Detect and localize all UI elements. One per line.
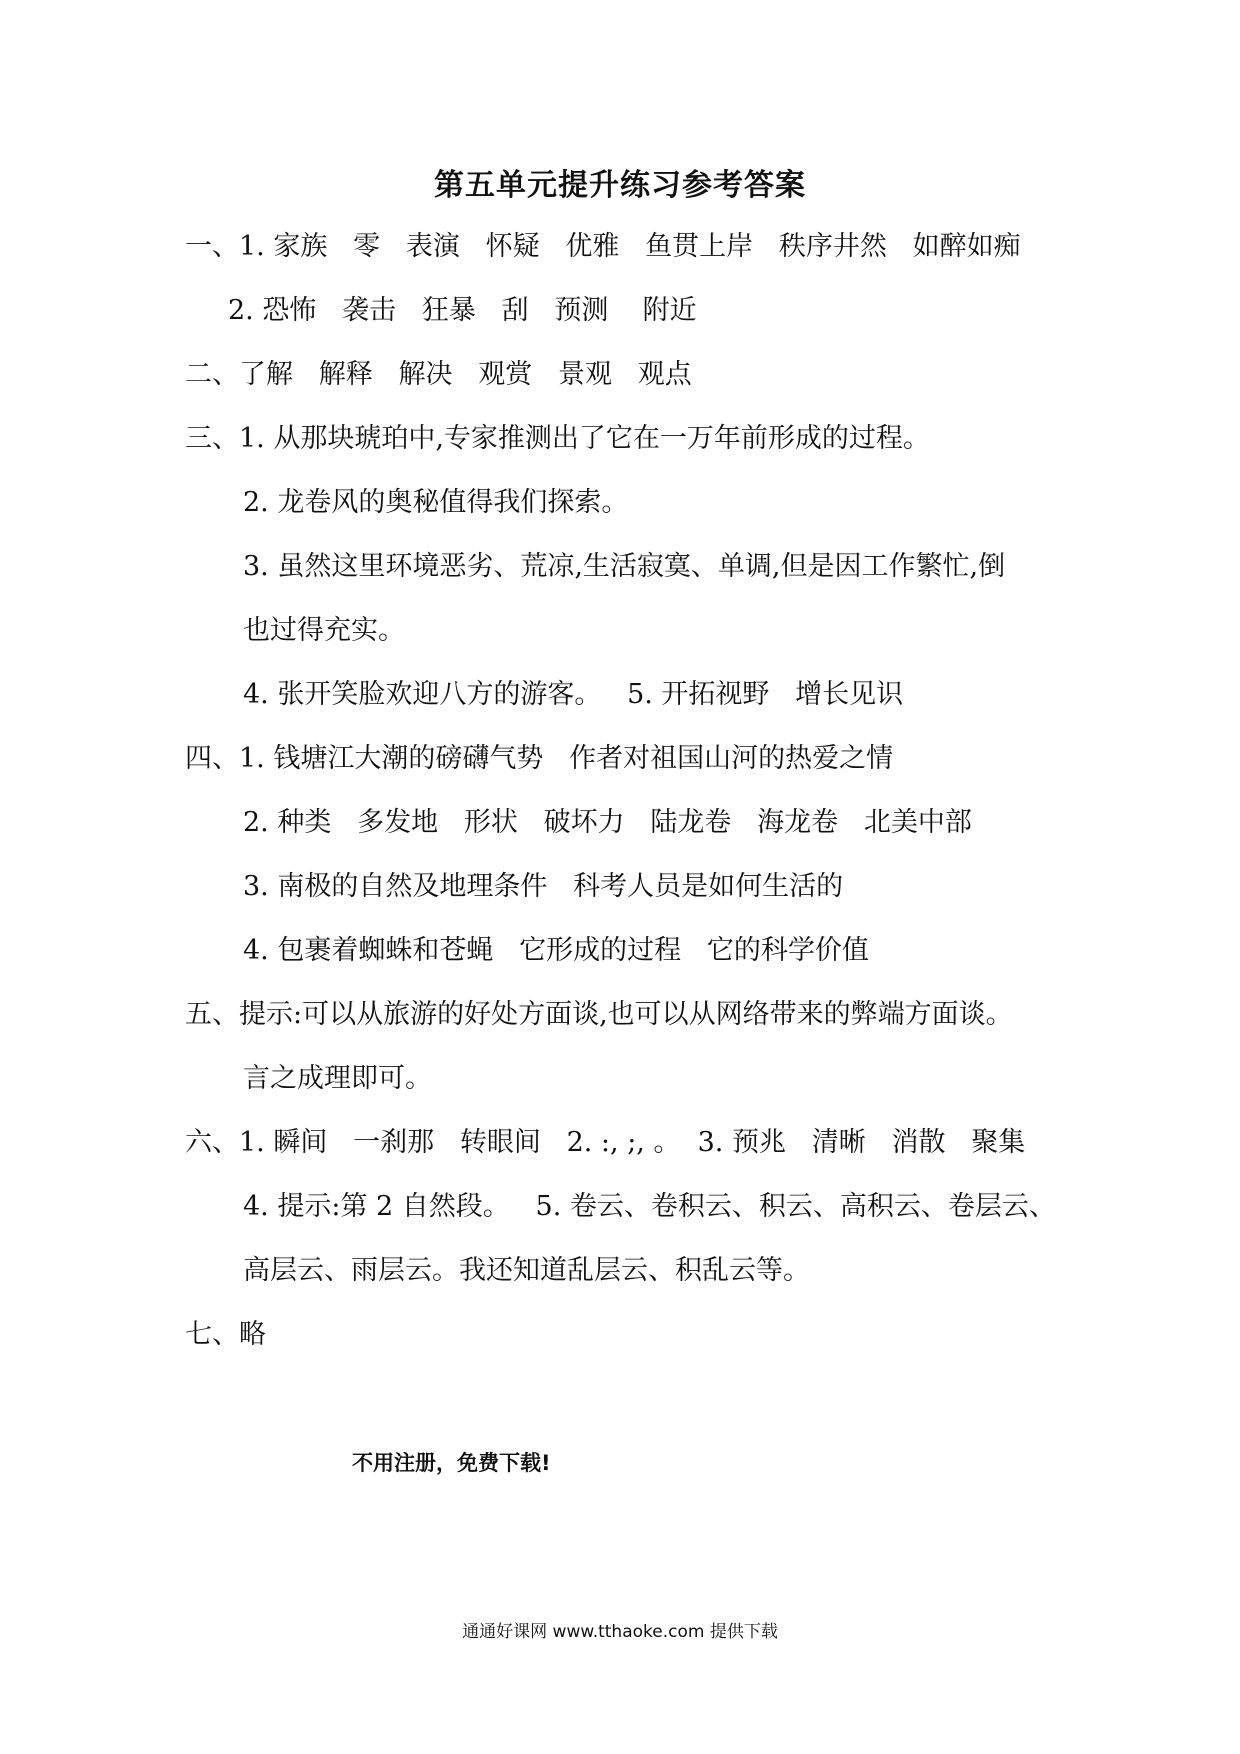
answer-line-10: 2. 种类 多发地 形状 破坏力 陆龙卷 海龙卷 北美中部 [243, 807, 972, 838]
answer-line-16: 4. 提示:第 2 自然段。 5. 卷云、卷积云、积云、高积云、卷层云、 [243, 1191, 1056, 1222]
answer-line-1: 一、1. 家族 零 表演 怀疑 优雅 鱼贯上岸 秩序井然 如醉如痴 [185, 231, 1021, 262]
answer-line-3: 二、了解 解释 解决 观赏 景观 观点 [185, 359, 692, 390]
footer-source-text: 通通好课网 www.tthaoke.com 提供下载 [462, 1622, 778, 1642]
answer-line-15: 六、1. 瞬间 一刹那 转眼间 2. :, ;, 。 3. 预兆 清晰 消散 聚集 [185, 1127, 1026, 1158]
answer-line-9: 四、1. 钱塘江大潮的磅礴气势 作者对祖国山河的热爱之情 [185, 743, 894, 774]
answer-line-12: 4. 包裹着蜘蛛和苍蝇 它形成的过程 它的科学价值 [243, 935, 869, 966]
answer-line-4: 三、1. 从那块琥珀中,专家推测出了它在一万年前形成的过程。 [185, 423, 930, 454]
answer-line-13: 五、提示:可以从旅游的好处方面谈,也可以从网络带来的弊端方面谈。 [185, 999, 1013, 1030]
answer-line-7: 也过得充实。 [243, 615, 405, 646]
answer-line-11: 3. 南极的自然及地理条件 科考人员是如何生活的 [243, 871, 844, 902]
answer-line-6: 3. 虽然这里环境恶劣、荒凉,生活寂寞、单调,但是因工作繁忙,倒 [243, 551, 1006, 582]
page-title: 第五单元提升练习参考答案 [434, 168, 806, 203]
answer-line-17: 高层云、雨层云。我还知道乱层云、积乱云等。 [243, 1255, 810, 1286]
answer-line-18: 七、略 [185, 1319, 266, 1350]
answer-line-14: 言之成理即可。 [243, 1063, 432, 1094]
answer-line-8: 4. 张开笑脸欢迎八方的游客。 5. 开拓视野 增长见识 [243, 679, 904, 710]
download-promo-text: 不用注册，免费下载! [352, 1451, 551, 1475]
answer-line-2: 2. 恐怖 袭击 狂暴 刮 预测 附近 [228, 295, 697, 326]
answer-line-5: 2. 龙卷风的奥秘值得我们探索。 [243, 487, 629, 518]
